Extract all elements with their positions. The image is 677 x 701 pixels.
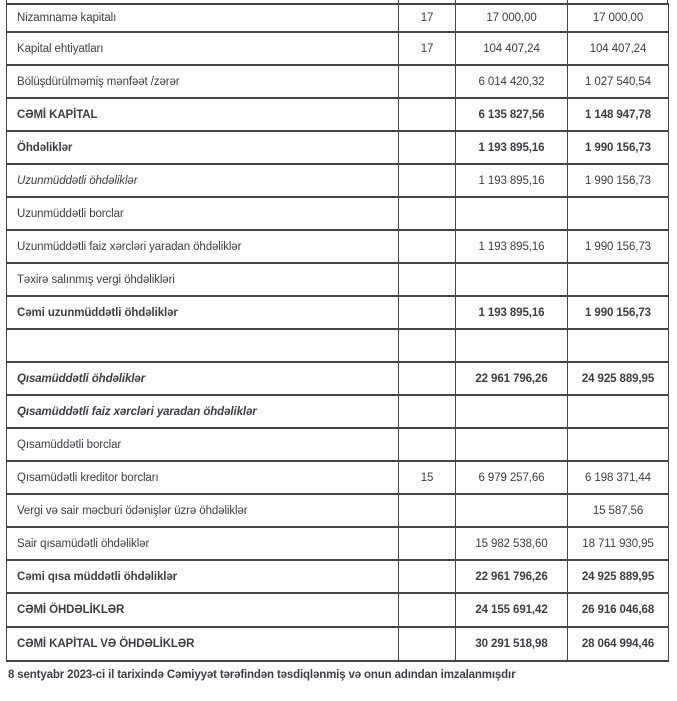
amount-col2-cell: [568, 197, 669, 230]
table-row: [7, 263, 669, 296]
amount-col1-cell: [456, 428, 568, 461]
note-ref-cell: [399, 98, 456, 131]
note-ref-cell: 17: [399, 4, 456, 32]
table-row: [7, 593, 669, 627]
amount-col2-cell: 1 990 156,73: [568, 296, 669, 329]
table-border-fragment: [6, 0, 7, 3]
amount-col2-cell: 1 990 156,73: [568, 164, 669, 197]
note-ref-cell: [399, 362, 456, 395]
row-label: Nizamnamə kapitalı: [7, 4, 399, 32]
table-border-fragment: [398, 0, 399, 3]
amount-col2-cell: [568, 263, 669, 296]
amount-col1-cell: 104 407,24: [456, 32, 568, 65]
row-label: Cəmi uzunmüddətli öhdəliklər: [7, 296, 399, 329]
amount-col2-cell: 1 990 156,73: [568, 131, 669, 164]
table-border-fragment: [455, 0, 456, 3]
table-row: [7, 428, 669, 461]
amount-col1-cell: 22 961 796,26: [456, 560, 568, 593]
row-label: Təxirə salınmış vergi öhdəlikləri: [7, 263, 399, 296]
amount-col2-cell: 28 064 994,46: [568, 627, 669, 661]
table-row: [7, 197, 669, 230]
note-ref-cell: [399, 164, 456, 197]
amount-col1-cell: 1 193 895,16: [456, 131, 568, 164]
note-ref-cell: [399, 329, 456, 362]
amount-col2-cell: 1 027 540,54: [568, 65, 669, 98]
table-row: [7, 164, 669, 197]
amount-col1-cell: [456, 329, 568, 362]
note-ref-cell: 17: [399, 32, 456, 65]
note-ref-cell: [399, 560, 456, 593]
table-row: [7, 560, 669, 593]
row-label: Qısamüddətli faiz xərcləri yaradan öhdəliklər: [7, 395, 399, 428]
table-row: [7, 65, 669, 98]
table-row: [7, 527, 669, 560]
note-ref-cell: [399, 131, 456, 164]
amount-col1-cell: [456, 494, 568, 527]
table-row: [7, 32, 669, 65]
note-ref-cell: 15: [399, 461, 456, 494]
note-ref-cell: [399, 296, 456, 329]
amount-col1-cell: 17 000,00: [456, 4, 568, 32]
amount-col2-cell: 24 925 889,95: [568, 362, 669, 395]
row-label: Uzunmüddətli borclar: [7, 197, 399, 230]
amount-col2-cell: [568, 329, 669, 362]
note-ref-cell: [399, 494, 456, 527]
row-label: Qısamüddətli öhdəliklər: [7, 362, 399, 395]
note-ref-cell: [399, 230, 456, 263]
row-label: Kapital ehtiyatları: [7, 32, 399, 65]
table-row: [7, 296, 669, 329]
note-ref-cell: [399, 428, 456, 461]
note-ref-cell: [399, 197, 456, 230]
table-row: [7, 494, 669, 527]
amount-col2-cell: 18 711 930,95: [568, 527, 669, 560]
row-label: Qısamüdətli kreditor borcları: [7, 461, 399, 494]
amount-col1-cell: 22 961 796,26: [456, 362, 568, 395]
table-row: [7, 98, 669, 131]
amount-col1-cell: 15 982 538,60: [456, 527, 568, 560]
note-ref-cell: [399, 593, 456, 627]
amount-col1-cell: 24 155 691,42: [456, 593, 568, 627]
row-label: Qısamüddətli borclar: [7, 428, 399, 461]
note-ref-cell: [399, 527, 456, 560]
note-ref-cell: [399, 395, 456, 428]
amount-col2-cell: [568, 428, 669, 461]
table-row: [7, 230, 669, 263]
amount-col1-cell: [456, 395, 568, 428]
amount-col1-cell: 1 193 895,16: [456, 296, 568, 329]
amount-col1-cell: [456, 263, 568, 296]
note-ref-cell: [399, 627, 456, 661]
table-row: [7, 131, 669, 164]
amount-col1-cell: 1 193 895,16: [456, 230, 568, 263]
table-row: [7, 461, 669, 494]
table-row: [7, 329, 669, 362]
amount-col2-cell: 6 198 371,44: [568, 461, 669, 494]
amount-col1-cell: 1 193 895,16: [456, 164, 568, 197]
row-label: [7, 329, 399, 362]
amount-col1-cell: 30 291 518,98: [456, 627, 568, 661]
note-ref-cell: [399, 263, 456, 296]
row-label: Uzunmüddətli faiz xərcləri yaradan öhdəliklər: [7, 230, 399, 263]
amount-col2-cell: 24 925 889,95: [568, 560, 669, 593]
row-label: Uzunmüddətli öhdəliklər: [7, 164, 399, 197]
row-label: Sair qısamüdətli öhdəliklər: [7, 527, 399, 560]
amount-col2-cell: 17 000,00: [568, 4, 669, 32]
amount-col1-cell: 6 135 827,56: [456, 98, 568, 131]
table-border-fragment: [567, 0, 568, 3]
row-label: CƏMİ ÖHDƏLİKLƏR: [7, 593, 399, 627]
amount-col1-cell: 6 979 257,66: [456, 461, 568, 494]
amount-col2-cell: 1 990 156,73: [568, 230, 669, 263]
note-ref-cell: [399, 65, 456, 98]
amount-col2-cell: 104 407,24: [568, 32, 669, 65]
row-label: CƏMİ KAPİTAL VƏ ÖHDƏLİKLƏR: [7, 627, 399, 661]
table-row: [7, 395, 669, 428]
approval-note: 8 sentyabr 2023-ci il tarixində Cəmiyyət tərəfindən təsdiqlənmiş və onun adından imzalanmışdır: [8, 669, 516, 681]
row-label: Öhdəliklər: [7, 131, 399, 164]
amount-col1-cell: [456, 197, 568, 230]
row-label: Cəmi qısa müddətli öhdəliklər: [7, 560, 399, 593]
table-row: [7, 362, 669, 395]
amount-col2-cell: 15 587,56: [568, 494, 669, 527]
table-row: [7, 4, 669, 32]
row-label: CƏMİ KAPİTAL: [7, 98, 399, 131]
cropped-row-fragment: [6, 0, 668, 3]
row-label: Bölüşdürülməmiş mənfəət /zərər: [7, 65, 399, 98]
amount-col2-cell: [568, 395, 669, 428]
table-border-fragment: [667, 0, 668, 3]
balance-sheet-table: [6, 3, 669, 662]
amount-col2-cell: 1 148 947,78: [568, 98, 669, 131]
amount-col1-cell: 6 014 420,32: [456, 65, 568, 98]
row-label: Vergi və sair məcburi ödənişlər üzrə öhdəliklər: [7, 494, 399, 527]
amount-col2-cell: 26 916 046,68: [568, 593, 669, 627]
table-row: [7, 627, 669, 661]
